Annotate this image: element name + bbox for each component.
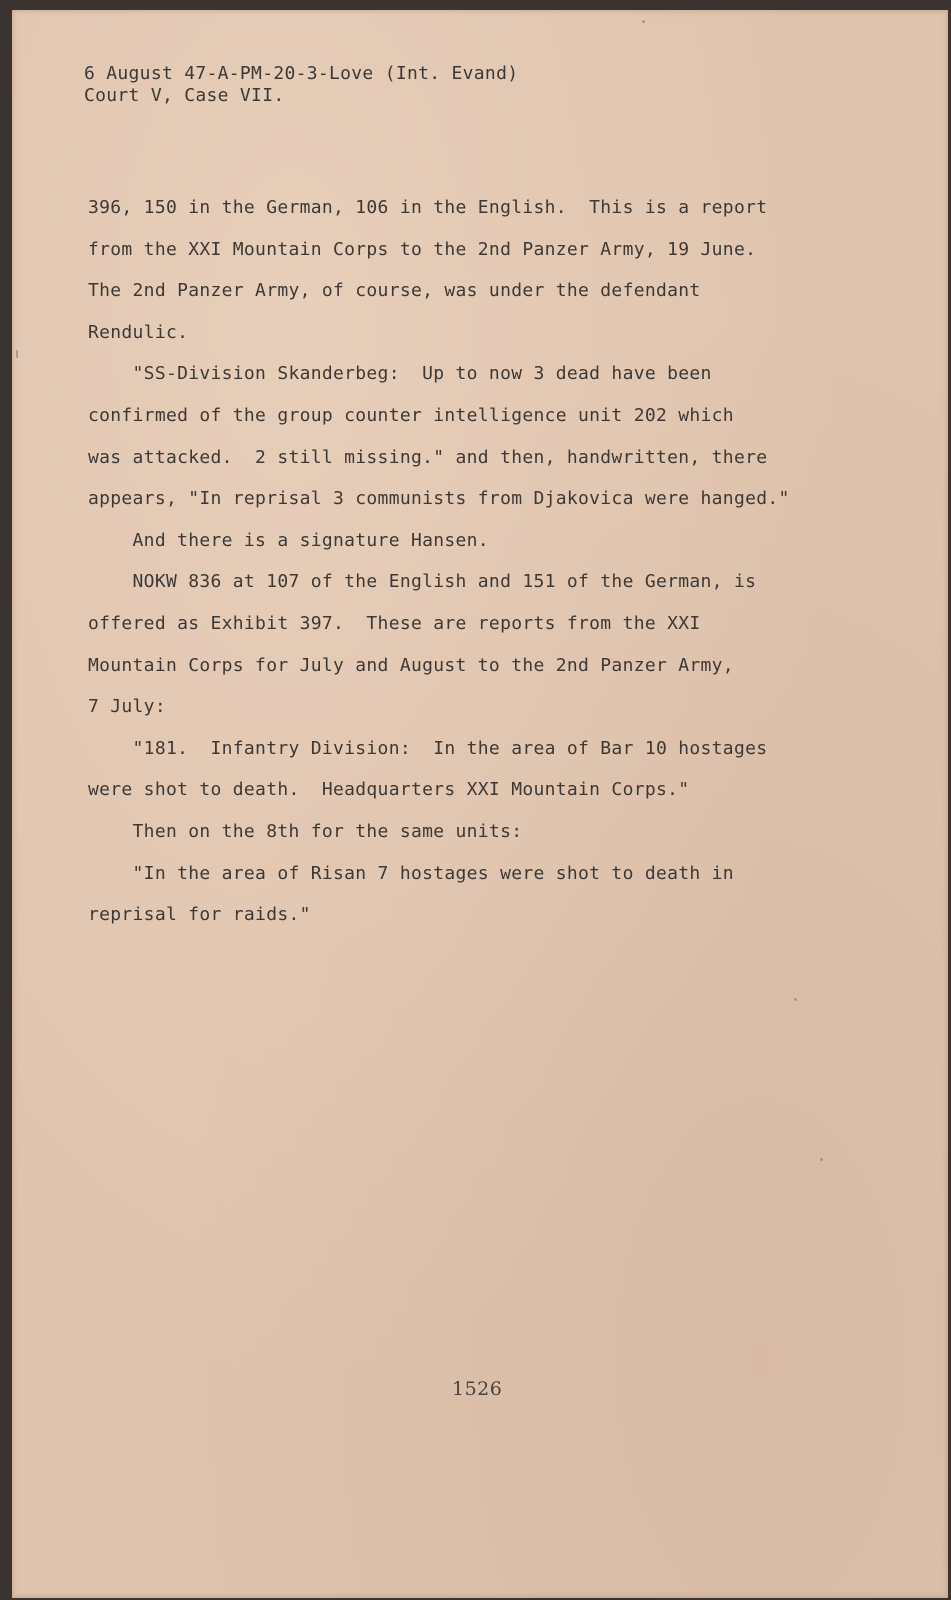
body-line: The 2nd Panzer Army, of course, was under the defendant: [88, 280, 701, 302]
body-line: were shot to death. Headquarters XXI Mountain Corps.": [88, 779, 690, 801]
body-line: "181. Infantry Division: In the area of Bar 10 hostages: [88, 737, 768, 759]
page-number: 1526: [452, 1378, 503, 1400]
body-line: Rendulic.: [88, 321, 189, 343]
paper-speck: [794, 998, 797, 1001]
body-line: 7 July:: [88, 696, 166, 718]
body-line: appears, "In reprisal 3 communists from Djakovica were hanged.": [88, 488, 790, 510]
body-line: offered as Exhibit 397. These are reports from the XXI: [88, 612, 701, 634]
body-line: reprisal for raids.": [88, 904, 311, 926]
body-line: from the XXI Mountain Corps to the 2nd Panzer Army, 19 June.: [88, 238, 757, 260]
body-line: And there is a signature Hansen.: [88, 529, 489, 551]
body-line: "SS-Division Skanderbeg: Up to now 3 dead have been: [88, 363, 712, 385]
document-header: [84, 63, 518, 107]
body-line: confirmed of the group counter intelligence unit 202 which: [88, 404, 734, 426]
body-line: was attacked. 2 still missing." and then, handwritten, there: [88, 446, 768, 468]
body-line: Then on the 8th for the same units:: [88, 820, 523, 842]
paper-speck: [642, 20, 645, 23]
header-line-1: 6 August 47-A-PM-20-3-Love (Int. Evand): [84, 63, 519, 84]
paper-mark: [16, 350, 18, 358]
body-line: Mountain Corps for July and August to the 2nd Panzer Army,: [88, 654, 734, 676]
body-line: "In the area of Risan 7 hostages were shot to death in: [88, 862, 734, 884]
paper-speck: [820, 1158, 823, 1161]
body-line: NOKW 836 at 107 of the English and 151 of the German, is: [88, 571, 757, 593]
transcript-body: [88, 187, 790, 936]
body-line: 396, 150 in the German, 106 in the English. This is a report: [88, 197, 768, 218]
header-line-2: Court V, Case VII.: [84, 85, 285, 106]
document-page: [12, 10, 948, 1598]
